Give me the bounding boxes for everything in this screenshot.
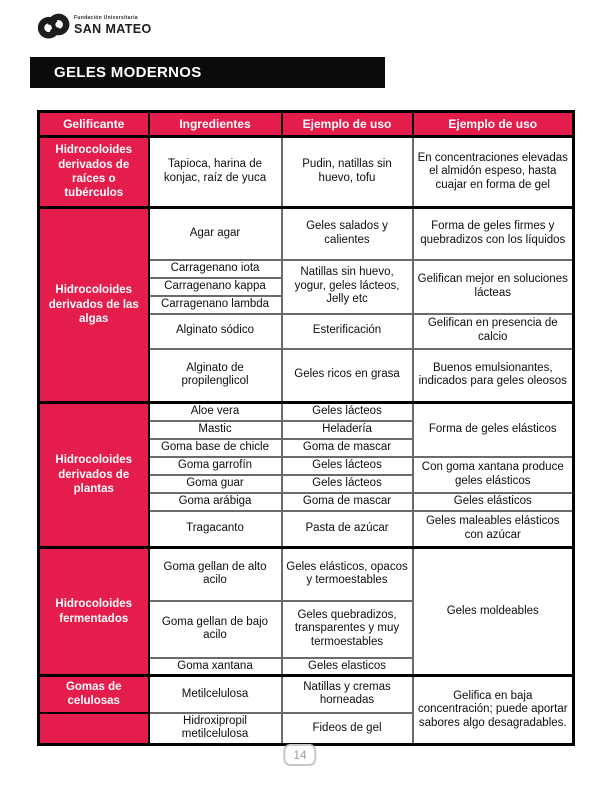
table-row [39,548,574,601]
ingredient-cell: Tapioca, harina de konjac, raíz de yuca [149,137,282,208]
ingredient-cell: Carragenano lambda [149,296,282,314]
section-title-bar [30,57,385,88]
use-notes-cell: Geles elásticos [413,493,574,511]
use-example-cell: Natillas y cremas horneadas [282,676,413,713]
table-header-row [39,112,574,137]
gels-table [37,110,575,746]
use-example-cell: Pasta de azúcar [282,511,413,548]
logo-text [74,16,152,36]
ingredient-cell: Goma base de chicle [149,439,282,457]
group-cell: Gomas de celulosas [39,676,149,713]
use-example-cell: Goma de mascar [282,493,413,511]
use-example-cell: Geles ricos en grasa [282,349,413,403]
use-example-cell: Geles elasticos [282,658,413,676]
use-notes-cell: Geles maleables elásticos con azúcar [413,511,574,548]
use-example-cell: Geles salados y calientes [282,208,413,260]
use-example-cell: Natillas sin huevo, yogur, geles lácteos, Jelly etc [282,260,413,314]
use-notes-cell: Forma de geles elásticos [413,403,574,457]
ingredient-cell: Tragacanto [149,511,282,548]
page-number-badge [283,744,316,766]
use-notes-cell: En concentraciones elevadas el almidón espeso, hasta cuajar en forma de gel [413,137,574,208]
ingredient-cell: Alginato de propilenglicol [149,349,282,403]
group-cell: Hidrocoloides fermentados [39,548,149,676]
ingredient-cell: Goma arábiga [149,493,282,511]
use-example-cell: Pudin, natillas sin huevo, tofu [282,137,413,208]
use-notes-cell: Gelifican en presencia de calcio [413,314,574,349]
use-example-cell: Heladería [282,421,413,439]
table-row [39,208,574,260]
logo-org-name: SAN MATEO [74,22,152,37]
col-header-gelificante: Gelificante [39,112,149,137]
group-cell: Hidrocoloides derivados de raíces o tubérculos [39,137,149,208]
col-header-ejemplo-2: Ejemplo de uso [413,112,574,137]
use-example-cell: Geles lácteos [282,457,413,475]
use-notes-cell: Buenos emulsionantes, indicados para geles oleosos [413,349,574,403]
ingredient-cell: Agar agar [149,208,282,260]
col-header-ejemplo-1: Ejemplo de uso [282,112,413,137]
col-header-ingredientes: Ingredientes [149,112,282,137]
table-row [39,403,574,421]
use-example-cell: Fideos de gel [282,713,413,745]
university-logo [38,11,152,41]
page-title: GELES MODERNOS [54,64,202,81]
use-notes-cell: Gelifica en baja concentración; puede aportar sabores algo desagradables. [413,676,574,745]
use-example-cell: Geles lácteos [282,475,413,493]
use-example-cell: Geles quebradizos, transparentes y muy termoestables [282,601,413,658]
logo-infinity-icon [38,11,70,41]
use-example-cell: Geles elásticos, opacos y termoestables [282,548,413,601]
page-number: 14 [293,748,307,762]
ingredient-cell: Carragenano kappa [149,278,282,296]
use-notes-cell: Gelifican mejor en soluciones lácteas [413,260,574,314]
ingredient-cell: Hidroxipropil metilcelulosa [149,713,282,745]
ingredient-cell: Alginato sódico [149,314,282,349]
ingredient-cell: Goma gellan de alto acilo [149,548,282,601]
ingredient-cell: Goma gellan de bajo acilo [149,601,282,658]
ingredient-cell: Goma xantana [149,658,282,676]
ingredient-cell: Carragenano iota [149,260,282,278]
group-cell: Hidrocoloides derivados de las algas [39,208,149,403]
use-notes-cell: Forma de geles firmes y quebradizos con los líquidos [413,208,574,260]
use-example-cell: Geles lácteos [282,403,413,421]
use-example-cell: Goma de mascar [282,439,413,457]
group-cell: Hidrocoloides derivados de plantas [39,403,149,548]
ingredient-cell: Aloe vera [149,403,282,421]
ingredient-cell: Goma garrofín [149,457,282,475]
ingredient-cell: Goma guar [149,475,282,493]
use-notes-cell: Geles moldeables [413,548,574,676]
use-example-cell: Esterificación [282,314,413,349]
logo-org-small: Fundación Universitaria [74,15,138,22]
use-notes-cell: Con goma xantana produce geles elásticos [413,457,574,493]
table-row [39,676,574,713]
group-cell-empty [39,713,149,745]
ingredient-cell: Metilcelulosa [149,676,282,713]
table-row [39,137,574,208]
ingredient-cell: Mastic [149,421,282,439]
